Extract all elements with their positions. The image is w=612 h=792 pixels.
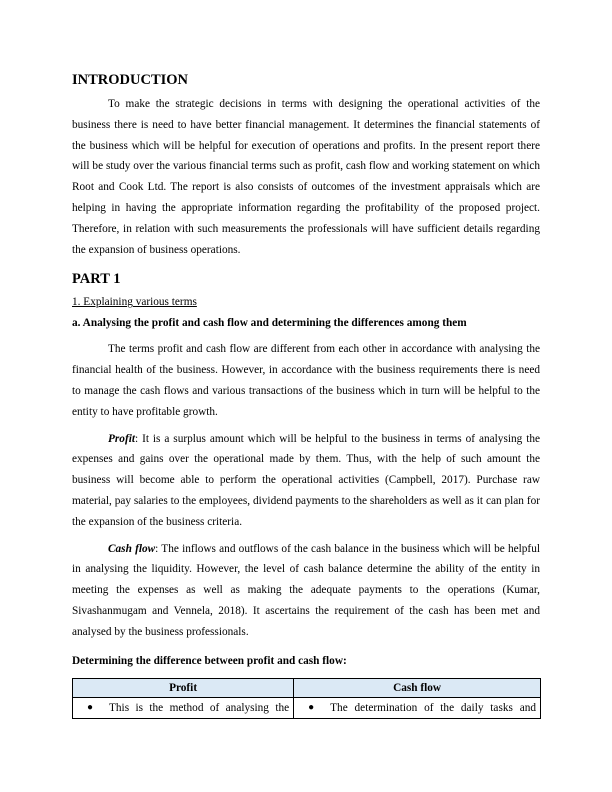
bullet-icon: ● [87,702,94,714]
document-page [72,70,540,719]
cell-profit [73,697,294,718]
comparison-table [72,678,541,719]
header-cashflow: Cash flow [294,678,541,697]
intro-profit-cashflow-paragraph: The terms profit and cash flow are different from each other in accordance with analysing the financial health of the business. However, in accordance with the business requirements there is need to manage the cash flows and various transactions of the business which in turn will be helpful to the entity to have profitable growth. [72,343,540,418]
subheading-profit-cashflow: a. Analysing the profit and cash flow and determining the differences among them [72,317,467,330]
profit-text: : It is a surplus amount which will be helpful to the business in terms of analysing the expenses and gains over the operational made by them. Thus, with the help of such amount the business will become able to perform the operational activities (Campbell, 2017). Purchase raw material, pay salaries to the employees, dividend payments to the shareholders as well as it can plan for the expansion of the business criteria. [72,432,540,528]
cashflow-term: Cash flow [108,542,156,555]
difference-heading: Determining the difference between profit and cash flow: [72,654,347,667]
cell-profit-text: This is the method of analysing the [109,701,290,714]
cashflow-text: : The inflows and outflows of the cash balance in the business which will be helpful in analysing the liquidity. However, the level of cash balance determine the ability of the entity in meeting the expenses as well as making the adequate payments to the operations (Kumar, Sivashanmugam and Vennela, 2018). It ascertains the requirement of the cash has been met and analysed by the business professionals. [72,542,540,638]
cashflow-definition-paragraph [72,539,540,643]
table-header-row [73,678,541,697]
bullet-icon: ● [308,702,315,714]
table-row [73,697,541,718]
header-profit: Profit [73,678,294,697]
profit-definition-paragraph [72,429,540,533]
cell-cashflow-text: The determination of the daily tasks and [330,701,536,714]
subsection-title[interactable]: 1. Explaining various terms [72,296,197,309]
part1-heading: PART 1 [72,271,121,288]
profit-term: Profit [108,432,135,445]
introduction-heading: INTRODUCTION [72,72,189,88]
introduction-paragraph: To make the strategic decisions in terms with designing the operational activities of the business there is need to have better financial management. It determines the financial statements of the business which will be helpful for execution of operations and profits. In the present report there will be study over the various financial terms such as profit, cash flow and working statement on which Root and Cook Ltd. The report is also consists of outcomes of the investment appraisals which are helping in having the appropriate information regarding the profitability of the proposed project. Therefore, in relation with such measurements the professionals will have sufficient details regarding the expansion of business operations. [72,98,540,256]
cell-cashflow [294,697,541,718]
